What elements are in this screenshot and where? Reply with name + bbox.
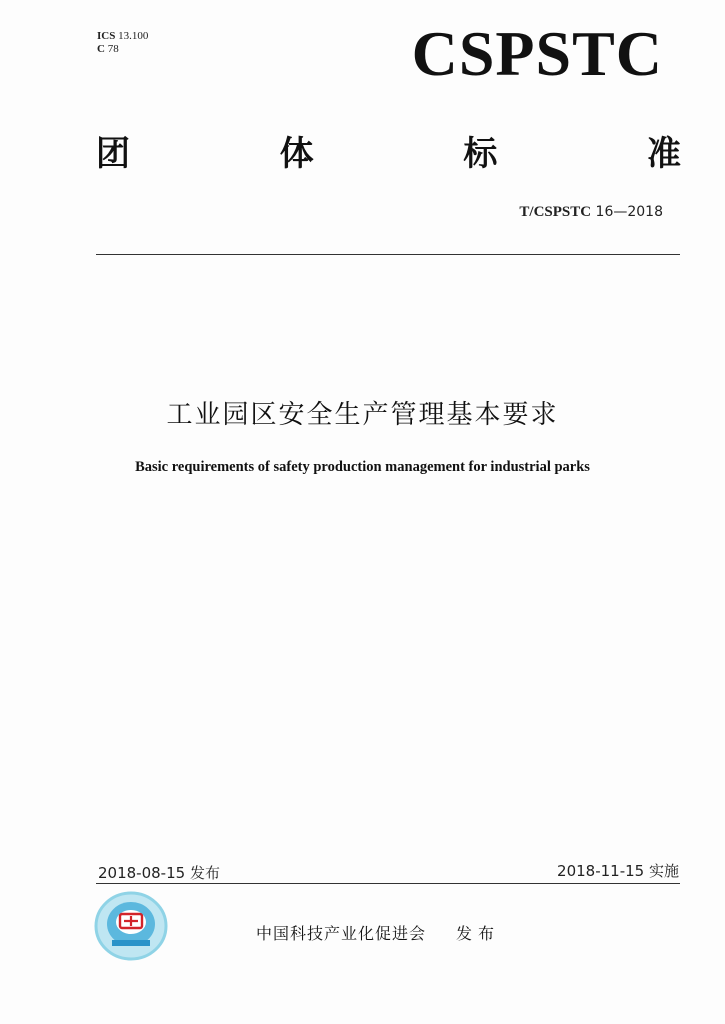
standard-type-char: 团 [96,134,130,174]
top-divider [96,254,680,255]
standard-number [519,204,663,221]
certification-seal-icon [94,890,172,962]
publisher-name: 中国科技产业化促进会 [256,924,427,943]
ccs-label: C [97,43,105,55]
standard-number-prefix: T/CSPSTC [519,204,592,220]
publisher-action: 发布 [456,924,501,943]
standard-type [96,134,681,174]
ics-code: 13.100 [118,30,149,42]
implementation-date: 2018-11-15 实施 [557,862,679,880]
standard-number-value: 16—2018 [595,204,663,220]
standard-type-char: 准 [646,134,681,174]
ics-label: ICS [97,30,116,42]
publisher [256,921,500,944]
ccs-code: 78 [107,43,119,55]
bottom-divider [96,883,680,884]
classification-codes [97,30,148,56]
document-title-cn: 工业园区安全生产管理基本要求 [166,400,559,430]
standard-type-char: 体 [279,134,314,174]
brand-mark: CSPSTC [411,18,663,89]
standard-type-char: 标 [463,134,498,174]
issue-date: 2018-08-15 发布 [98,864,220,882]
document-title-en: Basic requirements of safety production management for industrial parks [135,459,590,475]
